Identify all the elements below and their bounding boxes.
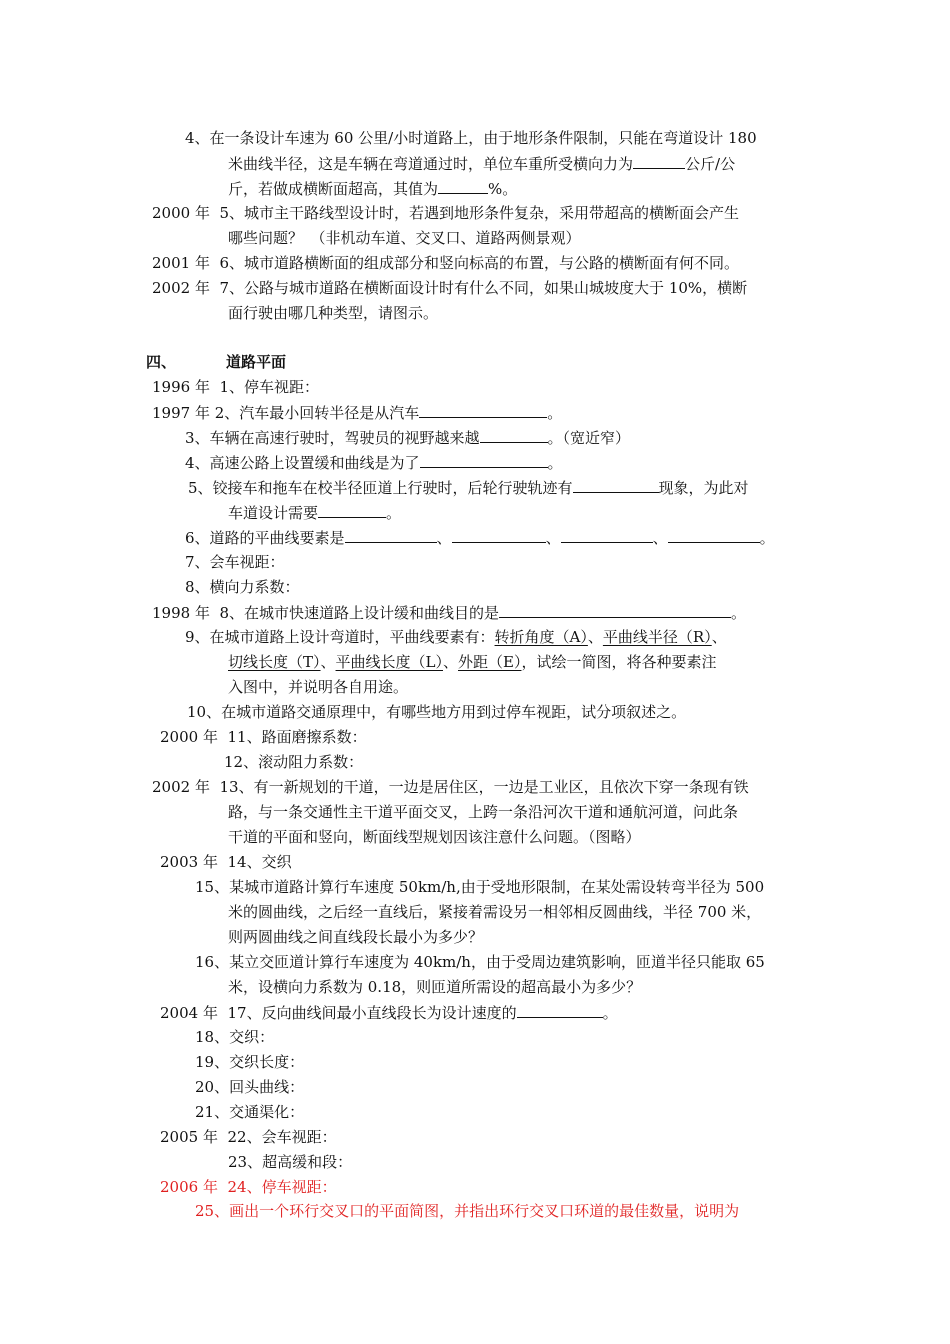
p9-text: 8、在城市快速道路上设计缓和曲线目的是 bbox=[219, 604, 500, 622]
year-label: 2001 年 bbox=[152, 254, 210, 272]
p14-text: 13、有一新规划的干道，一边是居住区，一边是工业区，且依次下穿一条现有铁 bbox=[219, 778, 749, 796]
year-label: 2000 年 bbox=[160, 728, 218, 746]
answer-blank bbox=[499, 602, 731, 618]
q4-line3 bbox=[228, 178, 517, 199]
element-angle: 转折角度（A） bbox=[494, 628, 588, 646]
q4-line3-text: 斤，若做成横断面超高，其值为 bbox=[228, 180, 439, 198]
p26-line: 25、画出一个环行交叉口的平面简图，并指出环行交叉口环道的最佳数量，说明为 bbox=[195, 1202, 740, 1220]
p5-line2-text: 车道设计需要 bbox=[228, 504, 319, 522]
q6-line1 bbox=[152, 253, 739, 273]
element-external: 外距（E） bbox=[458, 653, 522, 671]
p23-text: 22、会车视距： bbox=[227, 1128, 337, 1146]
answer-blank bbox=[420, 452, 548, 468]
p5-line1 bbox=[188, 477, 749, 498]
answer-blank bbox=[419, 402, 547, 418]
p21-line: 20、回头曲线： bbox=[195, 1078, 305, 1096]
q4-line1: 4、在一条设计车速为 60 公里/小时道路上，由于地形条件限制，只能在弯道设计 180 bbox=[185, 129, 757, 147]
p1-line bbox=[152, 377, 319, 397]
q4-line2-unit: 公斤/公 bbox=[685, 155, 736, 173]
p10-line1 bbox=[185, 627, 727, 647]
p17-line2: 米，设横向力系数为 0.18，则匝道所需设的超高最小为多少？ bbox=[228, 978, 642, 996]
separator: 、 bbox=[436, 529, 452, 547]
year-label: 1996 年 bbox=[152, 378, 210, 396]
p10-line3: 入图中，并说明各自用途。 bbox=[228, 678, 409, 696]
p14-line2: 路，与一条交通性主干道平面交叉，上跨一条沿河次干道和通航河道，问此条 bbox=[228, 803, 739, 821]
p11-line: 10、在城市道路交通原理中，有哪些地方用到过停车视距，试分项叙述之。 bbox=[187, 703, 687, 721]
p2-end: 。 bbox=[547, 404, 563, 422]
p7-line: 7、会车视距： bbox=[185, 553, 285, 571]
separator: 、 bbox=[587, 628, 603, 646]
p23-line bbox=[160, 1127, 337, 1147]
p4-line bbox=[185, 452, 563, 473]
answer-blank bbox=[668, 527, 760, 543]
q4-line2 bbox=[228, 153, 735, 174]
answer-blank bbox=[561, 527, 653, 543]
q5-text: 5、城市主干路线型设计时，若遇到地形条件复杂，采用带超高的横断面会产生 bbox=[219, 204, 740, 222]
p15-text: 14、交织 bbox=[227, 853, 292, 871]
p22-line: 21、交通渠化： bbox=[195, 1103, 305, 1121]
p5-line2-end: 。 bbox=[386, 504, 402, 522]
p8-line: 8、横向力系数： bbox=[185, 578, 300, 596]
p3-text: 3、车辆在高速行驶时，驾驶员的视野越来越 bbox=[185, 429, 480, 447]
year-label: 2006 年 bbox=[160, 1178, 218, 1196]
separator: 、 bbox=[711, 628, 727, 646]
separator: 、 bbox=[320, 653, 336, 671]
p9-line bbox=[152, 602, 746, 623]
answer-blank bbox=[633, 153, 685, 169]
answer-blank bbox=[438, 178, 488, 194]
p18-end: 。 bbox=[602, 1004, 618, 1022]
p12-line bbox=[160, 727, 367, 747]
q7-line1 bbox=[152, 278, 747, 298]
section-number: 四、 bbox=[146, 353, 177, 371]
section-title: 道路平面 bbox=[226, 353, 287, 371]
year-label: 2005 年 bbox=[160, 1128, 218, 1146]
answer-blank bbox=[517, 1002, 603, 1018]
separator: 、 bbox=[652, 529, 668, 547]
p13-line: 12、滚动阻力系数： bbox=[224, 753, 364, 771]
answer-blank bbox=[480, 427, 548, 443]
q4-line3-unit: %。 bbox=[488, 180, 518, 198]
p3-end: 。（宽近窄） bbox=[547, 429, 631, 447]
p14-line1 bbox=[152, 777, 749, 797]
p15-line bbox=[160, 852, 292, 872]
p2-line bbox=[152, 402, 562, 423]
p17-line1: 16、某立交匝道计算行车速度为 40km/h，由于受周边建筑影响，匝道半径只能取 65 bbox=[195, 953, 765, 971]
q6-text: 6、城市道路横断面的组成部分和竖向标高的布置，与公路的横断面有何不同。 bbox=[219, 254, 740, 272]
answer-blank bbox=[318, 502, 386, 518]
element-curve-length: 平曲线长度（L） bbox=[335, 653, 443, 671]
p9-end: 。 bbox=[731, 604, 747, 622]
separator: 、 bbox=[443, 653, 459, 671]
p5-line2 bbox=[228, 502, 401, 523]
p19-line: 18、交织： bbox=[195, 1028, 275, 1046]
p10-text-end: ，试绘一简图，将各种要素注 bbox=[521, 653, 717, 671]
year-label: 2004 年 bbox=[160, 1004, 218, 1022]
p4-text: 4、高速公路上设置缓和曲线是为了 bbox=[185, 454, 420, 472]
p5-text: 5、铰接车和拖车在校半径匝道上行驶时，后轮行驶轨迹有 bbox=[188, 479, 573, 497]
element-radius: 平曲线半径（R） bbox=[602, 628, 712, 646]
year-label: 2000 年 bbox=[152, 204, 210, 222]
p20-line: 19、交织长度： bbox=[195, 1053, 305, 1071]
p6-line bbox=[185, 527, 775, 548]
year-label: 2002 年 bbox=[152, 778, 210, 796]
p18-line bbox=[160, 1002, 618, 1023]
q7-line2: 面行驶由哪几种类型，请图示。 bbox=[228, 304, 439, 322]
p6-text: 6、道路的平曲线要素是 bbox=[185, 529, 345, 547]
year-label: 1997 年 bbox=[152, 404, 210, 422]
p14-line3: 干道的平面和竖向，断面线型规划因该注意什么问题。（图略） bbox=[228, 828, 641, 846]
p10-text: 9、在城市道路上设计弯道时，平曲线要素有： bbox=[185, 628, 495, 646]
answer-blank bbox=[345, 527, 437, 543]
p2-text: 2、汽车最小回转半径是从汽车 bbox=[214, 404, 420, 422]
q5-line2: 哪些问题？ （非机动车道、交叉口、道路两侧景观） bbox=[228, 229, 581, 247]
q7-text: 7、公路与城市道路在横断面设计时有什么不同，如果山城坡度大于 10%，横断 bbox=[219, 279, 748, 297]
p12-text: 11、路面磨擦系数： bbox=[227, 728, 367, 746]
p4-end: 。 bbox=[547, 454, 563, 472]
p16-line2: 米的圆曲线，之后经一直线后，紧接着需设另一相邻相反圆曲线，半径 700 米， bbox=[228, 903, 762, 921]
p24-line: 23、超高缓和段： bbox=[228, 1153, 353, 1171]
p25-line bbox=[160, 1177, 337, 1197]
year-label: 1998 年 bbox=[152, 604, 210, 622]
separator: 、 bbox=[545, 529, 561, 547]
year-label: 2003 年 bbox=[160, 853, 218, 871]
element-tangent: 切线长度（T） bbox=[228, 653, 321, 671]
answer-blank bbox=[573, 477, 659, 493]
answer-blank bbox=[452, 527, 546, 543]
p3-line bbox=[185, 427, 630, 448]
p1-text: 1、停车视距： bbox=[219, 378, 320, 396]
q5-line1 bbox=[152, 203, 739, 223]
q4-line2-text: 米曲线半径，这是车辆在弯道通过时，单位车重所受横向力为 bbox=[228, 155, 634, 173]
p16-line1: 15、某城市道路计算行车速度 50km/h,由于受地形限制，在某处需设转弯半径为 500 bbox=[195, 878, 765, 896]
p18-text: 17、反向曲线间最小直线段长为设计速度的 bbox=[227, 1004, 517, 1022]
p25-text: 24、停车视距： bbox=[227, 1178, 337, 1196]
p10-line2 bbox=[228, 652, 716, 672]
p16-line3: 则两圆曲线之间直线段长最小为多少？ bbox=[228, 928, 484, 946]
year-label: 2002 年 bbox=[152, 279, 210, 297]
p5-text-end: 现象，为此对 bbox=[658, 479, 749, 497]
p6-end: 。 bbox=[759, 529, 775, 547]
